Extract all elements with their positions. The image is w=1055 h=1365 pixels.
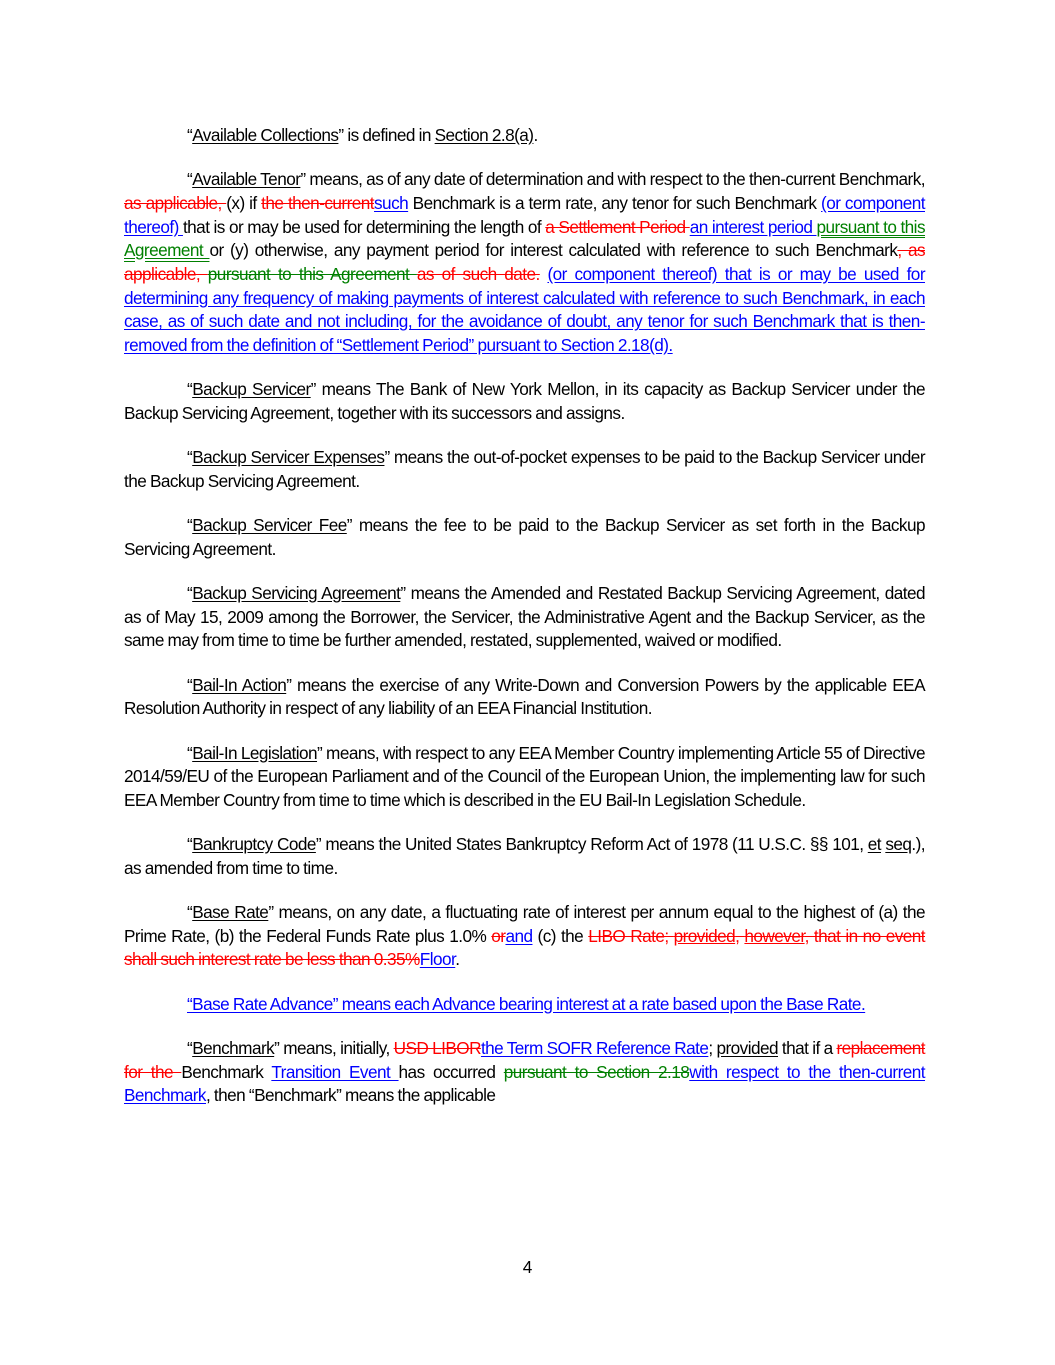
- text: “: [187, 674, 193, 695]
- text: “: [187, 1037, 193, 1058]
- text: “: [187, 742, 193, 763]
- text: “: [187, 125, 193, 145]
- deleted-text: however: [744, 925, 805, 946]
- deleted-text: , that in no event shall such interest rate be less than 0.35%: [124, 925, 926, 970]
- inserted-text: (or component thereof) that is or may be used for determining any frequency of making payments of interest calculated with reference to such Benchmark, in each case, as of such date and not including, for the avoidance of doubt, any tenor for such Benchmark that is then-removed from the definition of “Settlement Period” pursuant to Section 2.18(d).: [124, 264, 925, 356]
- definition-bail-in-legislation: [124, 742, 925, 813]
- text: .: [533, 125, 538, 145]
- defined-term: Bail-In Action: [192, 674, 287, 695]
- defined-term: Benchmark: [192, 1037, 275, 1058]
- definition-backup-servicer-fee: [124, 514, 925, 561]
- defined-term: Backup Servicer: [192, 379, 311, 400]
- text: that if a: [778, 1037, 837, 1058]
- text: ” means The Bank of New York Mellon, in its capacity as Backup Servicer under the Backup Servicing Agreement, together with its successors and assigns.: [124, 379, 925, 424]
- inserted-text: such: [374, 192, 409, 213]
- text: ” means the exercise of any Write-Down and Conversion Powers by the applicable EEA Resolution Authority in respect of any liability of an EEA Financial Institution.: [124, 674, 925, 719]
- defined-term: Backup Servicer Expenses: [192, 447, 385, 468]
- text: .: [455, 949, 460, 970]
- inserted-text: Floor: [419, 949, 456, 970]
- definition-bail-in-action: [124, 674, 925, 721]
- definition-base-rate: [124, 901, 925, 972]
- underlined-text: seq: [885, 834, 912, 855]
- deleted-text: as applicable,: [124, 192, 227, 213]
- page-number: 4: [522, 1257, 533, 1277]
- text: .), as amended from time to time.: [124, 834, 926, 878]
- moved-to-text: pursuant to this Agreement: [124, 216, 925, 261]
- text: “: [187, 834, 193, 855]
- text: “: [187, 169, 193, 190]
- deleted-text: provided: [673, 925, 736, 946]
- inserted-text: Transition Event: [271, 1061, 399, 1082]
- definition-available-collections: [124, 124, 925, 148]
- deleted-text: USD LIBOR: [393, 1037, 481, 1058]
- text: Benchmark: [181, 1061, 272, 1082]
- definition-available-tenor: [124, 168, 925, 358]
- text: ” is defined in: [338, 125, 435, 145]
- underlined-text: et: [867, 834, 882, 855]
- deleted-text: a Settlement Period: [545, 216, 690, 237]
- text: ” means the United States Bankruptcy Reform Act of 1978 (11 U.S.C. §§ 101,: [315, 834, 868, 855]
- definition-backup-servicer: [124, 378, 925, 425]
- text: “: [187, 379, 193, 400]
- text: ” means, initially,: [274, 1037, 394, 1058]
- deleted-text: as of such date.: [416, 264, 540, 285]
- definition-backup-servicing-agreement: [124, 582, 925, 653]
- definition-base-rate-advance: [124, 993, 925, 1017]
- inserted-text: “Base Rate Advance” means each Advance bearing interest at a rate based upon the Base Rate.: [187, 993, 866, 1014]
- defined-term: Available Tenor: [192, 169, 301, 190]
- deleted-text: replacement for the: [124, 1037, 926, 1082]
- text: has occurred: [398, 1061, 504, 1082]
- text: “: [187, 583, 193, 604]
- deleted-text: or: [491, 925, 506, 946]
- text: ;: [708, 1037, 717, 1058]
- text: ” means the Amended and Restated Backup Servicing Agreement, dated as of May 15, 2009 among the Borrower, the Servicer, the Administrative Agent and the Backup Servicer, as the same may from time to time be further amended, restated, supplemented, waived or modified.: [124, 583, 925, 651]
- text: Benchmark is a term rate, any tenor for such Benchmark: [408, 192, 822, 213]
- defined-term: Base Rate: [192, 902, 269, 923]
- text: “: [187, 447, 193, 468]
- text: , then “Benchmark” means the applicable: [205, 1085, 496, 1106]
- defined-term: Backup Servicing Agreement: [192, 583, 401, 604]
- deleted-text: LIBO Rate;: [588, 925, 674, 946]
- inserted-text: the Term SOFR Reference Rate: [480, 1037, 709, 1058]
- defined-term: Backup Servicer Fee: [192, 515, 347, 536]
- text: ” means the fee to be paid to the Backup Servicer as set forth in the Backup Servicing Agreement.: [124, 515, 925, 559]
- text: “: [187, 515, 193, 536]
- definition-bankruptcy-code: [124, 833, 925, 880]
- text: that is or may be used for determining the length of: [182, 216, 546, 237]
- text: “: [187, 902, 193, 923]
- inserted-text: an interest period: [689, 216, 817, 237]
- text: ” means, as of any date of determination and with respect to the then-current Benchmark,: [300, 169, 925, 190]
- document-page: [124, 124, 925, 1129]
- underlined-text: provided: [716, 1037, 778, 1058]
- text: or (y) otherwise, any payment period for interest calculated with reference to such Benchmark: [209, 240, 898, 261]
- deleted-text: ,: [735, 925, 745, 946]
- moved-from-text: pursuant to this Agreement: [207, 264, 417, 285]
- defined-term: Bankruptcy Code: [192, 834, 316, 855]
- definition-benchmark: [124, 1037, 925, 1108]
- deleted-text: , as applicable,: [124, 240, 925, 285]
- defined-term: Available Collections: [192, 125, 339, 145]
- inserted-text: (or component thereof): [124, 192, 925, 237]
- deleted-text: the then-current: [261, 192, 375, 213]
- text: (x) if: [226, 192, 262, 213]
- text: ” means the out-of-pocket expenses to be paid to the Backup Servicer under the Backup Servicing Agreement.: [124, 447, 925, 491]
- definition-backup-servicer-expenses: [124, 446, 925, 493]
- inserted-text: with respect to the then-current Benchmark: [124, 1061, 926, 1106]
- text: (c) the: [532, 925, 589, 946]
- underlined-text: Section 2.8(a): [434, 125, 534, 145]
- inserted-text: and: [505, 925, 533, 946]
- text: ” means, with respect to any EEA Member Country implementing Article 55 of Directive 2014/59/EU of the European Parliament and of the Council of the European Union, the implementing law for such EEA Member Country from time to time which is described in the EU Bail-In Legislation Schedule.: [124, 742, 925, 810]
- moved-from-text: pursuant to Section 2.18: [503, 1061, 690, 1082]
- text: ” means, on any date, a fluctuating rate of interest per annum equal to the highest of (a) the Prime Rate, (b) the Federal Funds Rate plus 1.0%: [124, 902, 925, 946]
- defined-term: Bail-In Legislation: [192, 742, 318, 763]
